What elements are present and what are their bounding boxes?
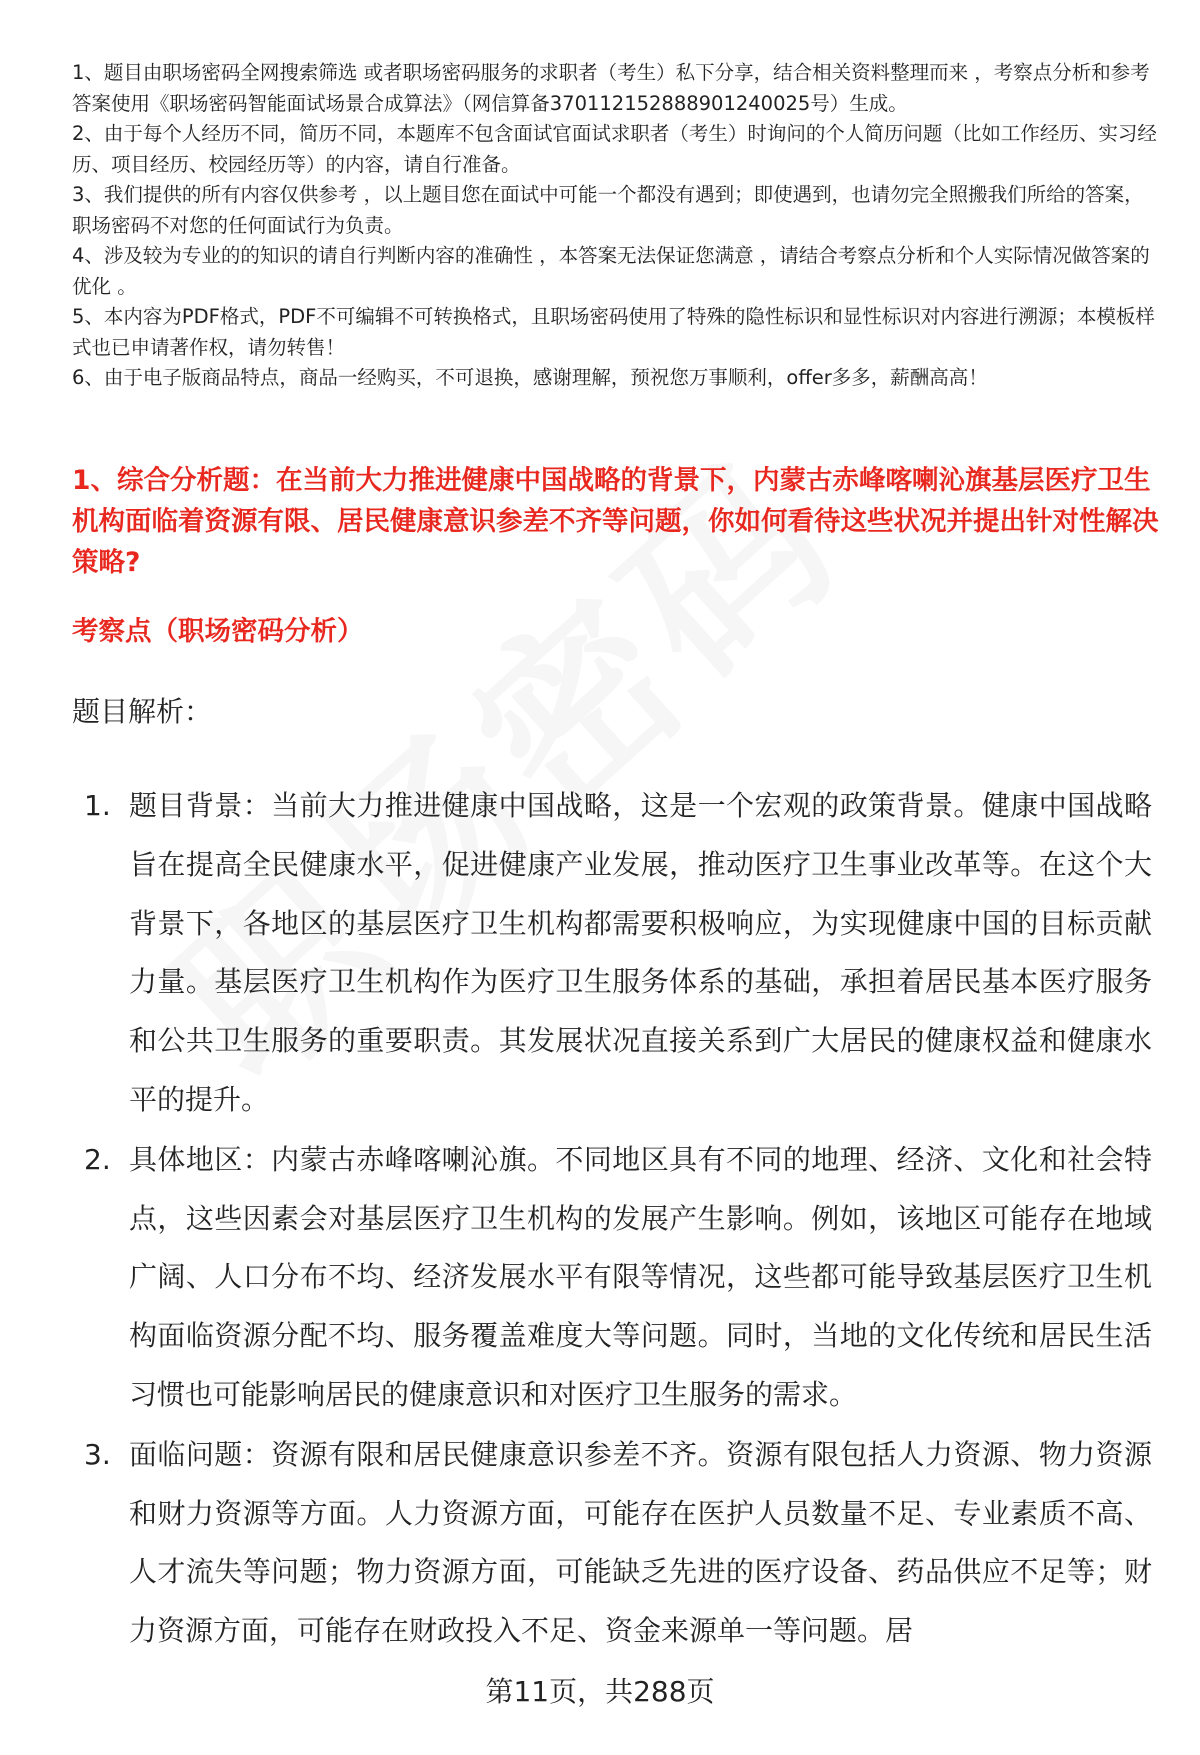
notice-item: 5、本内容为PDF格式，PDF不可编辑不可转换格式，且职场密码使用了特殊的隐性标识和显性标识对内容进行溯源；本模板样式也已申请著作权，请勿转售！ [72, 305, 1155, 359]
list-item-number: 3. [84, 1437, 111, 1471]
list-item-text: 题目背景：当前大力推进健康中国战略，这是一个宏观的政策背景。健康中国战略旨在提高全民健康水平，促进健康产业发展，推动医疗卫生事业改革等。在这个大背景下，各地区的基层医疗卫生机构都需要积极响应，为实现健康中国的目标贡献力量。基层医疗卫生机构作为医疗卫生服务体系的基础，承担着居民基本医疗服务和公共卫生服务的重要职责。其发展状况直接关系到广大居民的健康权益和健康水平的提升。 [129, 789, 1152, 1116]
section-title: 考察点（职场密码分析） [72, 616, 364, 647]
list-item-number: 2. [84, 1142, 111, 1176]
notice-item: 1、题目由职场密码全网搜索筛选 或者职场密码服务的求职者（考生）私下分享，结合相关资料整理而来 ，考察点分析和参考答案使用《职场密码智能面试场景合成算法》（网信算备370112152888901240025号）生成。 [72, 61, 1150, 115]
notice-block [72, 58, 1160, 394]
question-heading: 1、综合分析题：在当前大力推进健康中国战略的背景下，内蒙古赤峰喀喇沁旗基层医疗卫生机构面临着资源有限、居民健康意识参差不齐等问题，你如何看待这些状况并提出针对性解决策略? [72, 465, 1159, 578]
list-item [72, 1131, 1152, 1425]
notice-item: 2、由于每个人经历不同，简历不同，本题库不包含面试官面试求职者（考生）时询问的个人简历问题（比如工作经历、实习经历、项目经历、校园经历等）的内容，请自行准备。 [72, 122, 1157, 176]
analysis-subtitle: 题目解析： [72, 695, 213, 728]
list-item-number: 1. [84, 789, 111, 822]
analysis-list [72, 777, 1152, 1662]
list-item-text: 具体地区：内蒙古赤峰喀喇沁旗。不同地区具有不同的地理、经济、文化和社会特点，这些因素会对基层医疗卫生机构的发展产生影响。例如，该地区可能存在地域广阔、人口分布不均、经济发展水平有限等情况，这些都可能导致基层医疗卫生机构面临资源分配不均、服务覆盖难度大等问题。同时，当地的文化传统和居民生活习惯也可能影响居民的健康意识和对医疗卫生服务的需求。 [129, 1142, 1152, 1411]
notice-item: 3、我们提供的所有内容仅供参考 ，以上题目您在面试中可能一个都没有遇到；即使遇到，也请勿完全照搬我们所给的答案，职场密码不对您的任何面试行为负责。 [72, 183, 1144, 237]
list-item [72, 777, 1152, 1130]
notice-item: 6、由于电子版商品特点，商品一经购买，不可退换，感谢理解，预祝您万事顺利，offer多多，薪酬高高！ [72, 366, 988, 389]
notice-item: 4、涉及较为专业的的知识的请自行判断内容的准确性 ，本答案无法保证您满意 ，请结合考察点分析和个人实际情况做答案的优化 。 [72, 244, 1150, 298]
list-item [72, 1426, 1152, 1661]
list-item-text: 面临问题：资源有限和居民健康意识参差不齐。资源有限包括人力资源、物力资源和财力资源等方面。人力资源方面，可能存在医护人员数量不足、专业素质不高、人才流失等问题；物力资源方面，可能缺乏先进的医疗设备、药品供应不足等；财力资源方面，可能存在财政投入不足、资金来源单一等问题。居 [129, 1437, 1152, 1648]
page-number-footer: 第11页，共288页 [485, 1675, 715, 1708]
